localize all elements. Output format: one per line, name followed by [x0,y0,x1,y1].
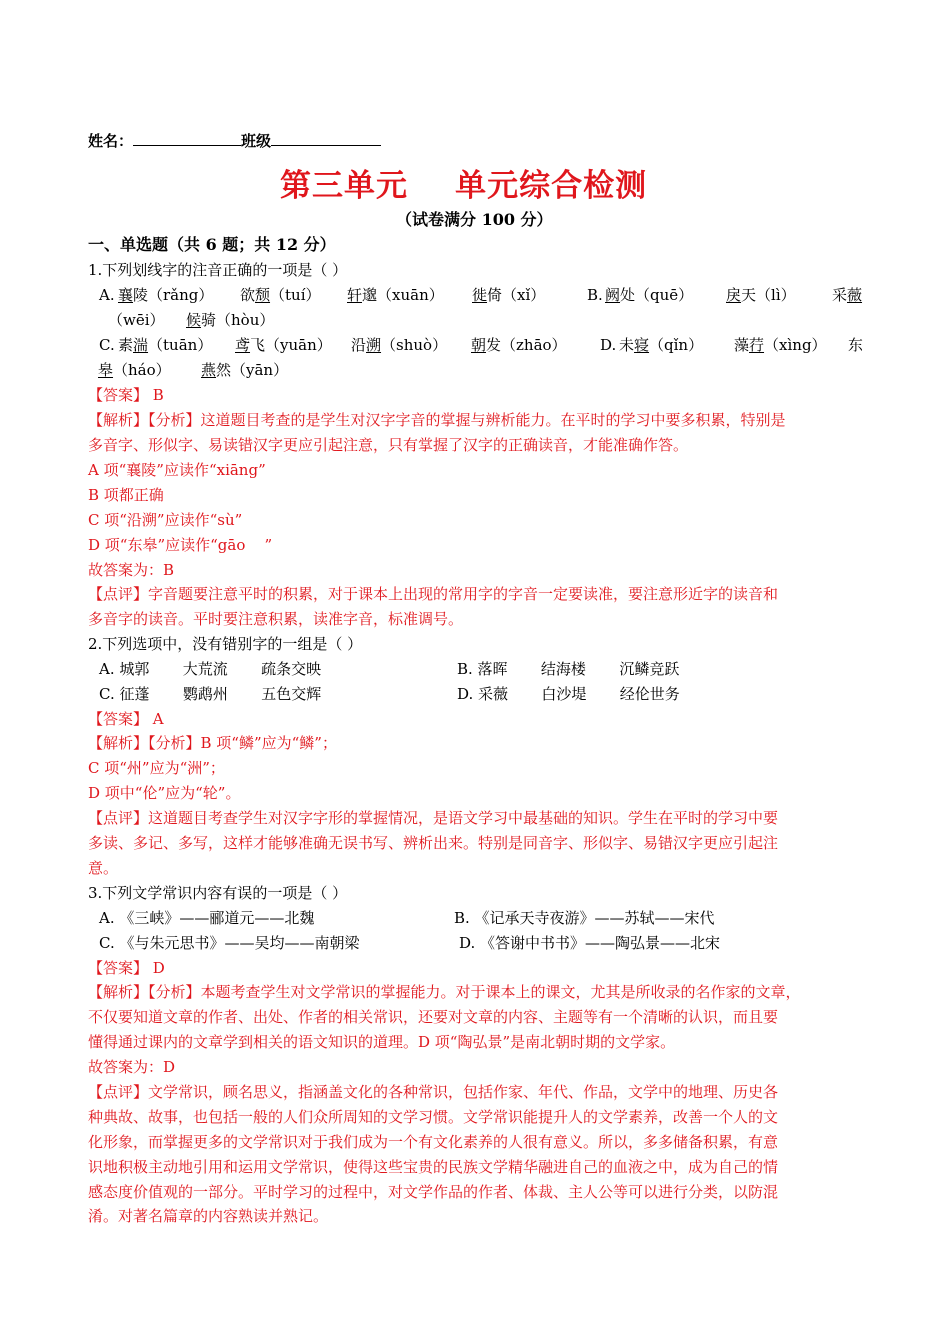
q3-analysis-line-1: 【解析】【分析】本题考查学生对文学常识的掌握能力。对于课本上的课文，尤其是所收录的名作家的文章， [88,983,801,1001]
q1-a-item-1: 襄陵（rǎng） [118,286,214,304]
q3-option-d: D. 《答谢中书书》——陶弘景——北宋 [459,934,721,952]
q3-comment-line-5: 感态度价值观的一部分。平时学习的过程中，对文学作品的作者、体裁、主人公等可以进行分类，以防混 [88,1183,779,1201]
q2-comment-line-1: 【点评】这道题目考查学生对汉字字形的掌握情况，是语文学习中最基础的知识。学生在平时的学习中要 [88,809,779,827]
q3-comment-line-3: 化形象，而掌握更多的文学常识对于我们成为一个有文化素养的人很有意义。所以，多多储备积累，有意 [88,1133,779,1151]
q3-conclusion: 故答案为：D [88,1058,176,1076]
q1-b-item-3-cont: （wēi） [108,311,165,329]
q3-comment-line-6: 淆。对著名篇章的内容熟读并熟记。 [88,1207,329,1225]
q3-analysis-line-3: 懂得通过课内的文章学到相关的语文知识的道理。D 项“陶弘景”是南北朝时期的文学家。 [88,1033,676,1051]
page-title: 第三单元 单元综合检测 [280,168,648,204]
q1-note-a: A 项“襄陵”应读作“xiāng” [88,461,266,479]
q3-answer: 【答案】 D [88,959,165,977]
q3-option-c: C. 《与朱元思书》——吴均——南朝梁 [99,934,360,952]
q1-note-c: C 项“沿溯”应读作“sù” [88,511,243,529]
q3-comment-line-1: 【点评】文学常识，顾名思义，指涵盖文化的各种常识，包括作家、年代、作品，文学中的地理、历史各 [88,1083,779,1101]
section-heading: 一、单选题（共 6 题；共 12 分） [88,235,336,254]
q2-option-a: A. 城郭 大荒流 疏条交映 [99,660,322,678]
q1-c-item-1: 素湍（tuān） [118,336,213,354]
q1-answer: 【答案】 B [88,386,164,404]
q1-d-item-4: 燕然（yān） [201,361,289,379]
q1-comment-line-1: 【点评】字音题要注意平时的积累，对于课本上出现的常用字的字音一定要读准，要注意形近字的读音和 [88,585,779,603]
q1-d-item-3: 东 [848,336,864,354]
q1-c-item-4: 朝发（zhāo） [471,336,567,354]
q1-analysis-line-2: 多音字、形似字、易读错汉字更应引起注意，只有掌握了汉字的正确读音，才能准确作答。 [88,436,689,454]
name-class-line [88,129,381,153]
class-blank[interactable] [271,129,381,146]
q1-conclusion: 故答案为：B [88,561,175,579]
q2-analysis-line-2: C 项“州”应为“洲”； [88,759,225,777]
q2-option-d: D. 采薇 白沙堤 经伦世务 [457,685,680,703]
q1-d-item-1: 未寝（qǐn） [619,336,704,354]
q2-comment-line-2: 多读、多记、多写，这样才能够准确无误书写、辨析出来。特别是同音字、形似字、易错汉字更应引起注 [88,834,779,852]
q3-stem: 3.下列文学常识内容有误的一项是（ ） [88,884,348,902]
q1-option-c-label: C. [99,336,115,354]
q1-c-item-2: 鸢飞（yuān） [235,336,332,354]
q2-analysis-line-1: 【解析】【分析】B 项“鳞”应为“鳞”； [88,734,337,752]
q3-option-a: A. 《三峡》——郦道元——北魏 [99,909,315,927]
q1-b-item-3: 采薇 [832,286,863,304]
q3-option-b: B. 《记承天寺夜游》——苏轼——宋代 [454,909,715,927]
q1-a-item-4: 徙倚（xǐ） [472,286,546,304]
name-blank[interactable] [133,129,241,146]
q2-analysis-line-3: D 项中“伦”应为“轮”。 [88,784,241,802]
q1-a-item-3: 轩邈（xuān） [347,286,444,304]
name-label: 姓名： [88,132,134,150]
q2-answer: 【答案】 A [88,710,164,728]
q1-comment-line-2: 多音字的读音。平时要注意积累，读准字音，标准调号。 [88,610,464,628]
class-label: 班级 [241,132,272,150]
q1-d-item-2: 藻荇（xìng） [734,336,827,354]
q3-analysis-line-2: 不仅要知道文章的作者、出处、作者的相关常识，还要对文章的内容、主题等有一个清晰的认识，而且要 [88,1008,779,1026]
q1-option-d-label: D. [600,336,617,354]
q2-option-b: B. 落晖 结海楼 沉鳞竞跃 [457,660,680,678]
q2-option-c: C. 征蓬 鹦鹉州 五色交辉 [99,685,322,703]
page-subtitle: （试卷满分 100 分） [396,210,553,229]
q1-b-item-4: 候骑（hòu） [186,311,275,329]
q3-comment-line-4: 识地积极主动地引用和运用文学常识，使得这些宝贵的民族文学精华融进自己的血液之中，成为自己的情 [88,1158,779,1176]
q1-stem: 1.下列划线字的注音正确的一项是（ ） [88,261,348,279]
q1-d-item-3-cont: 皋（háo） [98,361,171,379]
q1-option-a-label: A. [99,286,115,304]
q1-note-b: B 项都正确 [88,486,164,504]
q1-option-b-label: B. [587,286,603,304]
q1-c-item-3: 沿溯（shuò） [351,336,448,354]
q1-a-item-2: 欲颓（tuí） [240,286,321,304]
q2-comment-line-3: 意。 [88,859,119,877]
q1-analysis-line-1: 【解析】【分析】这道题目考查的是学生对汉字字音的掌握与辨析能力。在平时的学习中要多积累，特别是 [88,411,786,429]
q2-stem: 2.下列选项中，没有错别字的一组是（ ） [88,635,363,653]
q3-comment-line-2: 种典故、故事，也包括一般的人们众所周知的文学习惯。文学常识能提升人的文学素养，改善一个人的文 [88,1108,779,1126]
q1-b-item-1: 阙处（quē） [605,286,694,304]
q1-note-d: D 项“东皋”应读作“gāo ” [88,536,273,554]
q1-b-item-2: 戾天（lì） [726,286,796,304]
